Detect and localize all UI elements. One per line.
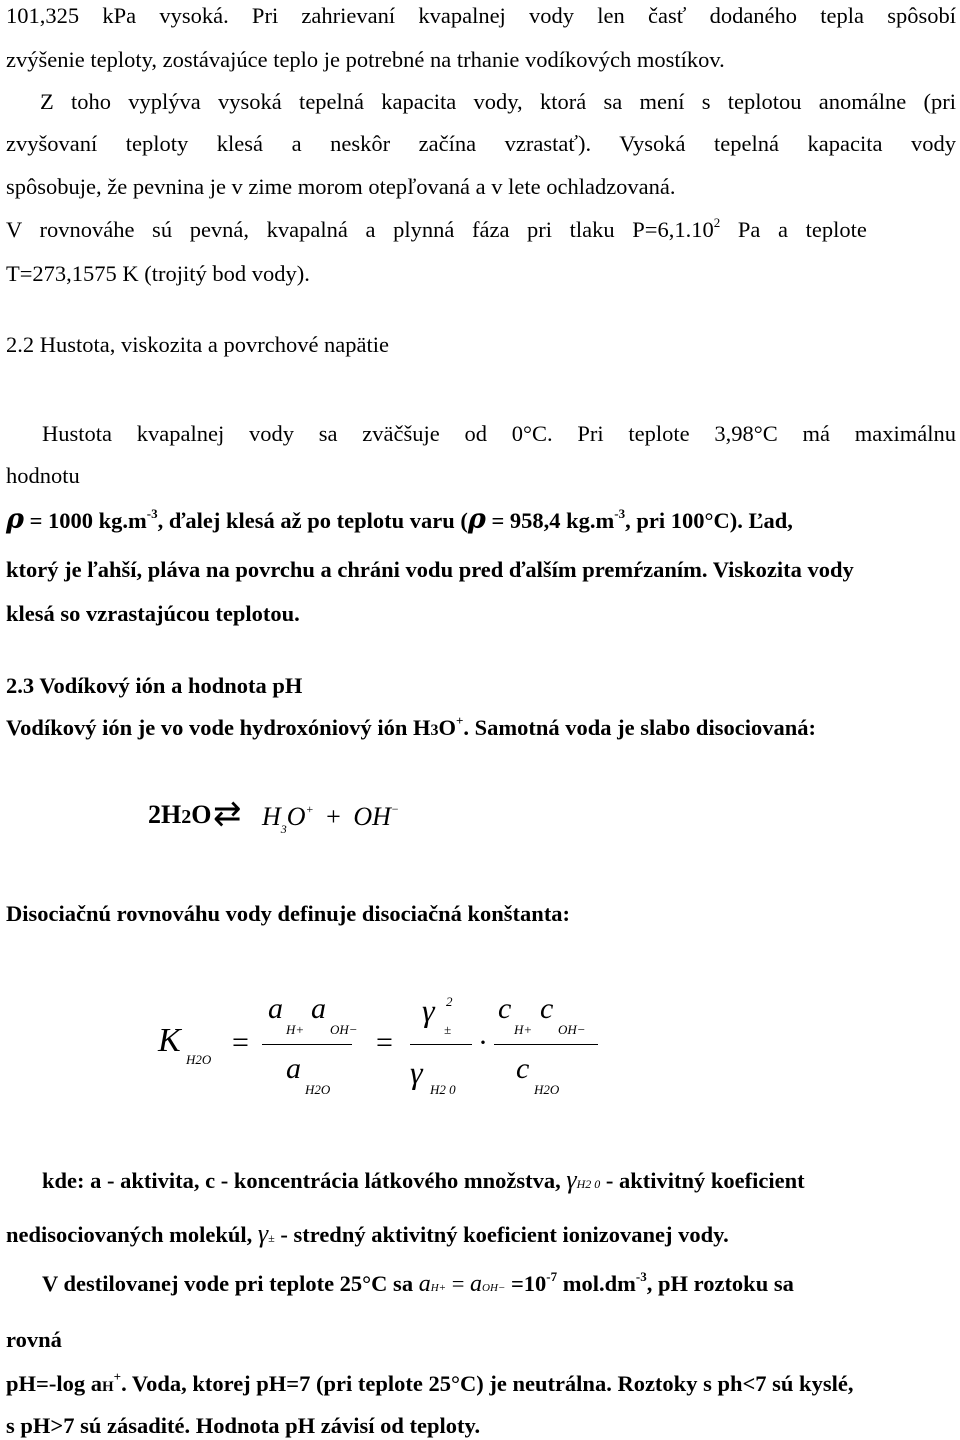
k-subscript: H2O bbox=[186, 1052, 212, 1067]
equation-products bbox=[262, 802, 399, 837]
equals-sign: = bbox=[376, 1026, 393, 1059]
text-line: Z toho vyplýva vysoká tepelná kapacita vody, ktorá sa mení s teplotou anomálne (pri bbox=[40, 89, 956, 114]
text-line: T=273,1575 K (trojitý bod vody). bbox=[6, 261, 310, 286]
text-line: klesá so vzrastajúcou teplotou. bbox=[6, 601, 300, 626]
numerator-c1-sub: H+ bbox=[514, 1022, 533, 1037]
text-run: V rovnováhe sú pevná, kvapalná a plynná fáza pri tlaku P=6,1.10 bbox=[6, 217, 714, 242]
text-run: O bbox=[191, 800, 212, 829]
text-line bbox=[6, 1370, 956, 1401]
subscript: H+ bbox=[430, 1282, 447, 1294]
denominator-gamma: γ bbox=[410, 1054, 423, 1090]
text-run: , pri 100°C). Ľad, bbox=[625, 508, 793, 533]
text-run: = 958,4 kg.m bbox=[485, 508, 615, 533]
numerator-a1-sub: H+ bbox=[286, 1022, 305, 1037]
text-line: ktorý je ľahší, pláva na povrchu a chráni vodu pred ďalším premŕzaním. Viskozita vody bbox=[6, 557, 854, 582]
subscript: OH− bbox=[482, 1282, 506, 1294]
text-line: s pH>7 sú zásadité. Hodnota pH závisí od teploty. bbox=[6, 1413, 481, 1438]
gamma-symbol: γ bbox=[566, 1165, 577, 1194]
text-line bbox=[6, 506, 956, 535]
superscript: -7 bbox=[546, 1269, 558, 1284]
text-run: O bbox=[286, 802, 306, 831]
text-run: = 1000 kg.m bbox=[23, 508, 147, 533]
fraction-bar bbox=[494, 1044, 598, 1045]
section-heading: 2.3 Vodíkový ión a hodnota pH bbox=[6, 673, 303, 698]
superscript: -3 bbox=[635, 1269, 647, 1284]
subscript: 3 bbox=[430, 722, 439, 739]
text-line bbox=[42, 1270, 956, 1302]
superscript: + bbox=[455, 713, 464, 728]
numerator-a1: a bbox=[268, 992, 283, 1025]
equation-reactant bbox=[148, 800, 211, 830]
numerator-c1: c bbox=[498, 992, 512, 1025]
text-line: Hustota kvapalnej vody sa zväčšuje od 0°C. Pri teplote 3,98°C má maximálnu bbox=[42, 421, 956, 446]
denominator-a-sub: H2O bbox=[305, 1082, 331, 1097]
text-line: zvyšovaní teploty klesá a neskôr začína vzrastať). Vysoká tepelná kapacita vody bbox=[6, 131, 956, 156]
gamma-symbol: γ bbox=[257, 1219, 269, 1248]
denominator-a: a bbox=[286, 1052, 301, 1085]
numerator-a2: a bbox=[311, 992, 326, 1025]
denominator-gamma-sub: H2 0 bbox=[430, 1082, 456, 1097]
text-line: Disociačnú rovnováhu vody definuje disociačná konštanta: bbox=[6, 901, 571, 926]
activity-symbol: a bbox=[470, 1271, 483, 1297]
subscript: H bbox=[101, 1379, 114, 1395]
subscript: ± bbox=[268, 1231, 275, 1245]
gamma-sup: 2 bbox=[446, 994, 453, 1009]
text-run: nedisociovaných molekúl, bbox=[6, 1222, 258, 1247]
subscript: 2 bbox=[181, 806, 192, 828]
fraction-bar bbox=[262, 1044, 352, 1045]
numerator-c2: c bbox=[540, 992, 554, 1025]
fraction-bar bbox=[410, 1044, 472, 1045]
gamma-symbol: γ bbox=[422, 992, 435, 1028]
text-line: spôsobuje, že pevnina je v zime morom otepľovaná a v lete ochladzovaná. bbox=[6, 174, 676, 199]
text-line: 101,325 kPa vysoká. Pri zahrievaní kvapalnej vody len časť dodaného tepla spôsobí bbox=[6, 3, 956, 28]
multiply-dot: · bbox=[478, 1026, 488, 1059]
numerator-c2-sub: OH− bbox=[558, 1022, 586, 1037]
text-run: O bbox=[438, 715, 456, 740]
text-run: . Voda, ktorej pH=7 (pri teplote 25°C) je neutrálna. Roztoky s ph<7 sú kyslé, bbox=[121, 1371, 854, 1396]
superscript: − bbox=[390, 802, 400, 816]
subscript: 3 bbox=[280, 822, 287, 836]
text-line bbox=[6, 1220, 956, 1252]
text-line: rovná bbox=[6, 1327, 62, 1352]
text-line bbox=[6, 216, 956, 244]
text-run: 2H bbox=[148, 800, 182, 829]
superscript: -3 bbox=[614, 506, 626, 521]
superscript: + bbox=[113, 1369, 122, 1384]
text-run: =10 bbox=[505, 1271, 547, 1296]
gamma-sub: ± bbox=[444, 1022, 452, 1037]
section-heading: 2.2 Hustota, viskozita a povrchové napätie bbox=[6, 332, 390, 357]
plus-sign: + bbox=[326, 802, 341, 831]
text-run: mol.dm bbox=[557, 1271, 636, 1296]
rho-symbol: ρ bbox=[6, 504, 24, 535]
text-line bbox=[42, 1166, 956, 1198]
text-line: hodnotu bbox=[6, 463, 80, 488]
superscript: -3 bbox=[146, 506, 158, 521]
text-run: , ďalej klesá až po teplotu varu ( bbox=[157, 508, 468, 533]
text-run: kde: a - aktivita, c - koncentrácia látkového množstva, bbox=[42, 1168, 567, 1193]
equals-sign: = bbox=[446, 1271, 471, 1296]
text-run: OH bbox=[353, 802, 391, 831]
denominator-c: c bbox=[516, 1052, 530, 1085]
subscript: H2 0 bbox=[576, 1177, 601, 1191]
activity-symbol: a bbox=[418, 1271, 431, 1297]
text-run: - stredný aktivitný koeficient ionizovanej vody. bbox=[274, 1222, 729, 1247]
text-run: Vodíkový ión je vo vode hydroxóniový ión H bbox=[6, 715, 431, 740]
text-run: V destilovanej vode pri teplote 25°C sa bbox=[42, 1271, 419, 1296]
text-line: zvýšenie teploty, zostávajúce teplo je potrebné na trhanie vodíkových mostíkov. bbox=[6, 47, 725, 72]
equilibrium-arrow-icon: ⇄ bbox=[213, 796, 242, 833]
numerator-a2-sub: OH− bbox=[330, 1022, 358, 1037]
k-symbol: K bbox=[158, 1022, 181, 1059]
text-run: H bbox=[262, 802, 281, 831]
text-line bbox=[6, 714, 956, 745]
equals-sign: = bbox=[232, 1026, 249, 1059]
rho-symbol: ρ bbox=[467, 504, 486, 535]
text-run: , pH roztoku sa bbox=[646, 1271, 794, 1296]
denominator-c-sub: H2O bbox=[534, 1082, 560, 1097]
text-run: . Samotná voda je slabo disociovaná: bbox=[463, 715, 816, 740]
superscript: + bbox=[305, 802, 314, 816]
text-run: pH=-log a bbox=[6, 1371, 102, 1396]
text-run: - aktivitný koeficient bbox=[600, 1168, 805, 1193]
text-run: Pa a teplote bbox=[720, 217, 867, 242]
superscript: 2 bbox=[713, 215, 721, 230]
